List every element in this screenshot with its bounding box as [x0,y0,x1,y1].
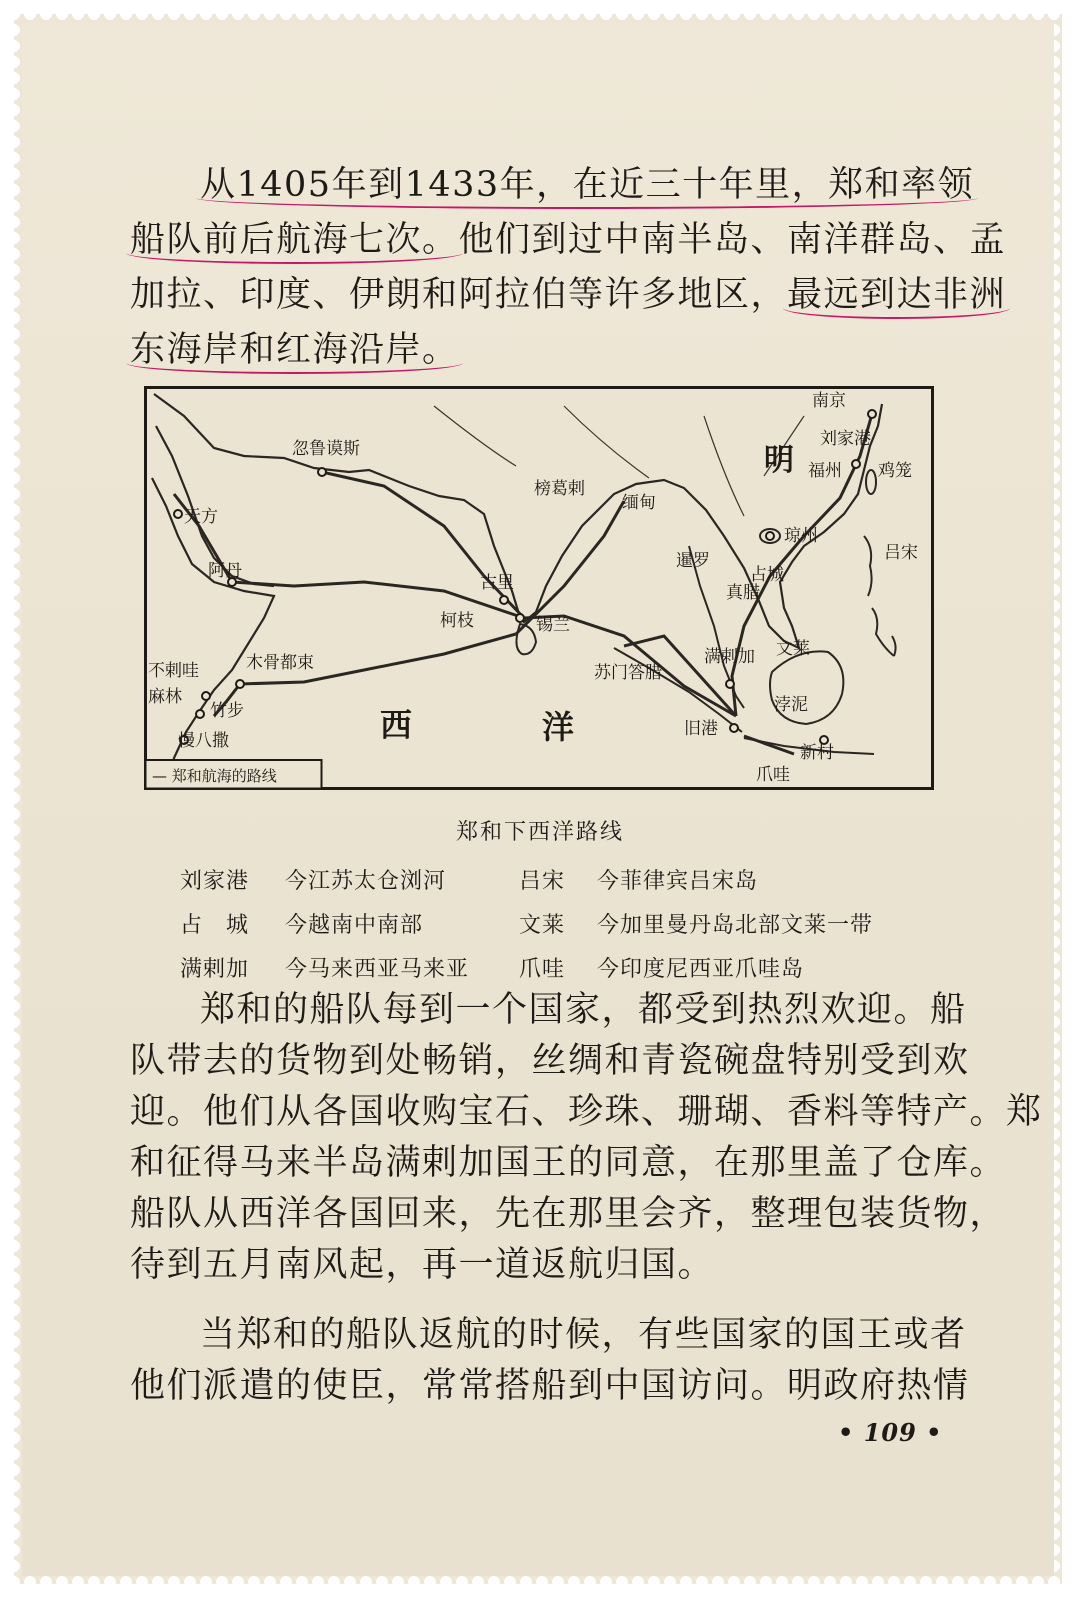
label-sumendala: 苏门答腊 [594,663,662,683]
map-caption: 郑和下西洋路线 [455,820,624,845]
label-hulumosi: 忽鲁谟斯 [292,439,360,459]
label-miandian: 缅甸 [622,493,656,513]
para2-line: 船队从西洋各国回来，先在那里会齐，整理包装货物， [130,1194,1007,1234]
label-mugudushu: 木骨都束 [246,653,314,673]
label-ming: 明 [764,443,794,478]
text-run: 他们到过中南半岛、南洋群岛、孟 [458,220,1007,260]
glossary-term: 吕宋 [519,868,566,894]
label-nanjing: 南京 [812,391,846,411]
paragraph-3 [130,1310,970,1412]
page-number: • 109 • [838,1418,943,1447]
glossary-desc: 今越南中南部 [285,912,424,938]
label-malin: 麻林 [148,687,182,707]
para3-line: 他们派遣的使臣，常常搭船到中国访问。明政府热情 [130,1366,970,1406]
highlighted-text: 最远到达非洲 [787,275,1007,315]
glossary-term: 满剌加 [180,956,250,982]
label-fuzhou: 福州 [808,461,842,481]
label-xilan: 锡兰 [536,615,570,635]
label-jilong: 鸡笼 [878,461,912,481]
label-bulawa: 不剌哇 [148,661,199,681]
label-liujiagang: 刘家港 [820,429,871,449]
highlighted-text: 东海岸和红海沿岸。 [130,330,459,370]
para1-line-1 [130,160,975,211]
glossary-row [180,901,940,945]
label-zhenla: 真腊 [726,583,760,603]
label-lvsong: 吕宋 [884,543,918,563]
label-zhubu: 竹步 [210,701,244,721]
label-xincun: 新村 [800,743,834,763]
glossary-term: 文莱 [519,912,566,938]
glossary-term: 刘家港 [180,868,250,894]
text-run: 加拉、印度、伊朗和阿拉伯等许多地区， [130,275,788,315]
label-jiugang: 旧港 [684,719,718,739]
highlighted-text: 船队前后航海七次。 [130,220,459,260]
glossary-term: 占 城 [180,912,250,938]
para1-line-4 [130,325,940,376]
label-guli: 古里 [480,573,514,593]
para2-line: 队带去的货物到处畅销，丝绸和青瓷碗盘特别受到欢 [130,1041,970,1081]
map-frame [146,388,933,789]
label-qiongzhou: 琼州 [784,526,818,546]
glossary-row [180,945,940,989]
legend-label: — 郑和航海的路线 [152,767,277,785]
label-xi: 西 [380,706,413,744]
glossary-desc: 今菲律宾吕宋岛 [597,868,759,894]
paragraph-2 [130,985,1043,1291]
para2-line: 郑和的船队每到一个国家，都受到热烈欢迎。船 [200,990,967,1030]
label-poni: 浡泥 [774,695,808,715]
label-xianluo: 暹罗 [676,551,710,571]
glossary-desc: 今加里曼丹岛北部文莱一带 [597,912,874,938]
label-tianfang: 天方 [184,507,218,527]
place-name-glossary [180,857,940,989]
label-kezhi: 柯枝 [440,611,474,631]
zheng-he-route-map [144,386,934,790]
glossary-desc: 今江苏太仓浏河 [285,868,447,894]
highlighted-text: 从1405年到1433年，在近三十年里，郑和率领 [200,165,975,205]
para2-line: 迎。他们从各国收购宝石、珍珠、珊瑚、香料等特产。郑 [130,1092,1043,1132]
label-zhancheng: 占城 [750,565,784,585]
label-wenlai: 文莱 [776,639,810,659]
para2-line: 待到五月南风起，再一道返航归国。 [130,1245,715,1285]
label-adan: 阿丹 [208,561,242,581]
glossary-desc: 今印度尼西亚爪哇岛 [597,956,805,982]
glossary-row [180,857,940,901]
label-manbasa: 慢八撒 [178,731,229,751]
label-mengjiala: 满剌加 [704,647,755,667]
glossary-desc: 今马来西亚马来亚 [285,956,470,982]
paragraph-1 [130,160,1007,376]
para2-line: 和征得马来半岛满剌加国王的同意，在那里盖了仓库。 [130,1143,1007,1183]
para3-line: 当郑和的船队返航的时候，有些国家的国王或者 [200,1315,967,1355]
label-yang: 洋 [542,708,575,746]
glossary-term: 爪哇 [519,956,566,982]
label-zhuawa: 爪哇 [756,765,790,785]
para1-line-2 [130,215,1007,266]
para1-line-3 [130,270,1007,321]
label-bangela: 榜葛剌 [534,479,585,499]
